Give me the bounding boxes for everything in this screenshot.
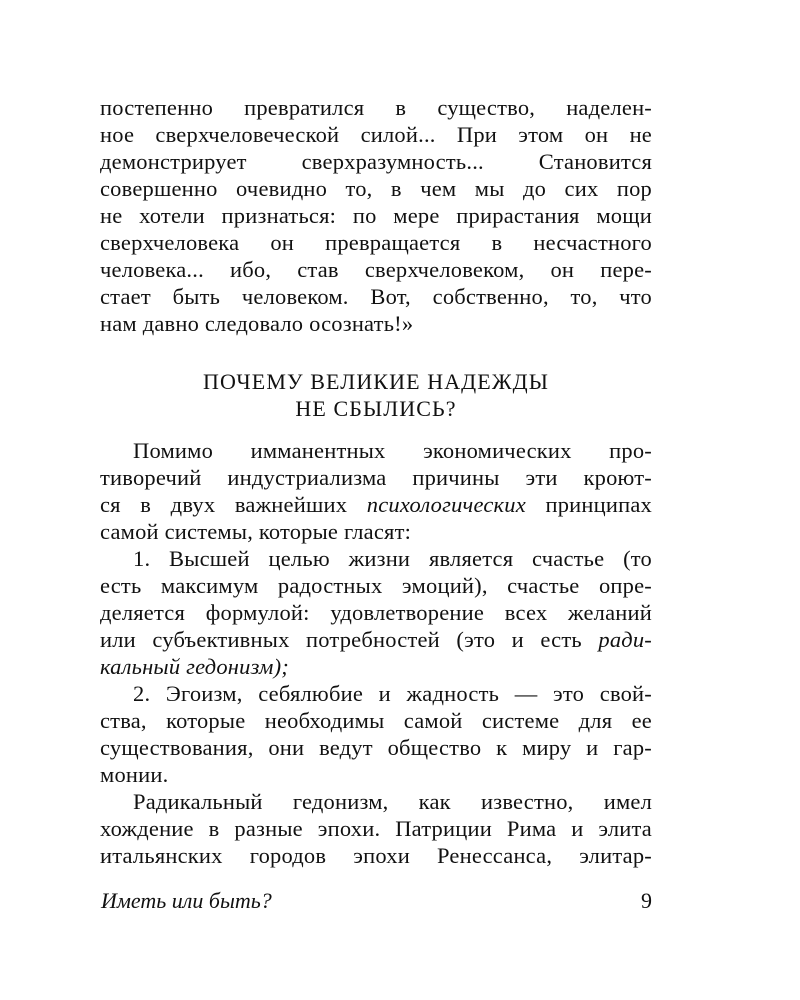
- text-line: совершенно очевидно то, в чем мы до сих пор: [100, 176, 652, 201]
- text-line: стает быть человеком. Вот, собственно, то, что: [100, 284, 652, 309]
- text-run: или субъективных потребностей (это и есть: [100, 627, 599, 652]
- text-line: 1. Высшей целью жизни является счастье (то: [133, 546, 652, 571]
- running-footer-title: Иметь или быть?: [101, 888, 272, 913]
- text-line: Радикальный гедонизм, как известно, имел: [133, 789, 652, 814]
- italic-term: психологических: [366, 492, 526, 517]
- text-line: ное сверхчеловеческой силой... При этом он не: [100, 122, 652, 147]
- text-line: [100, 653, 652, 680]
- text-line: монии.: [100, 762, 169, 787]
- text-line: постепенно превратился в существо, наделен-: [100, 95, 652, 120]
- text-line: итальянских городов эпохи Ренессанса, элитар-: [100, 843, 652, 868]
- section-body: [100, 437, 652, 869]
- principle-1: [100, 545, 652, 680]
- text-line: нам давно следовало осознать!»: [100, 311, 414, 336]
- text-line: человека... ибо, став сверхчеловеком, он пере-: [100, 257, 652, 282]
- continuation-paragraph: [100, 94, 652, 337]
- text-line: сверхчеловека он превращается в несчастного: [100, 230, 652, 255]
- text-line: деляется формулой: удовлетворение всех желаний: [100, 600, 652, 625]
- text-line: 2. Эгоизм, себялюбие и жадность — это свой-: [133, 681, 652, 706]
- page-number: 9: [641, 888, 652, 913]
- text-line: не хотели признаться: по мере прирастания мощи: [100, 203, 652, 228]
- text-line: [100, 626, 652, 653]
- text-line: существования, они ведут общество к миру и гар-: [100, 735, 652, 760]
- principle-2: [100, 680, 652, 788]
- text-line: демонстрирует сверхразумность... Становится: [100, 149, 652, 174]
- text-line: есть максимум радостных эмоций), счастье опре-: [100, 573, 652, 598]
- section-heading-line-1: ПОЧЕМУ ВЕЛИКИЕ НАДЕЖДЫ: [202, 369, 550, 394]
- text-line: самой системы, которые гласят:: [100, 519, 412, 544]
- text-line: Помимо имманентных экономических про-: [133, 438, 652, 463]
- italic-term: ради-: [598, 627, 652, 652]
- text-run: принципах: [525, 492, 653, 517]
- text-line: хождение в разные эпохи. Патриции Рима и элита: [100, 816, 652, 841]
- section-heading-line-2: НЕ СБЫЛИСЬ?: [295, 396, 457, 421]
- text-line: ства, которые необходимы самой системе для ее: [100, 708, 652, 733]
- text-run: ся в двух важнейших: [100, 492, 367, 517]
- intro-paragraph: [100, 437, 652, 545]
- text-line: [100, 491, 652, 518]
- text-line: тиворечий индустриализма причины эти кроют-: [100, 465, 652, 490]
- italic-term: кальный гедонизм);: [100, 654, 289, 679]
- closing-paragraph: [100, 788, 652, 869]
